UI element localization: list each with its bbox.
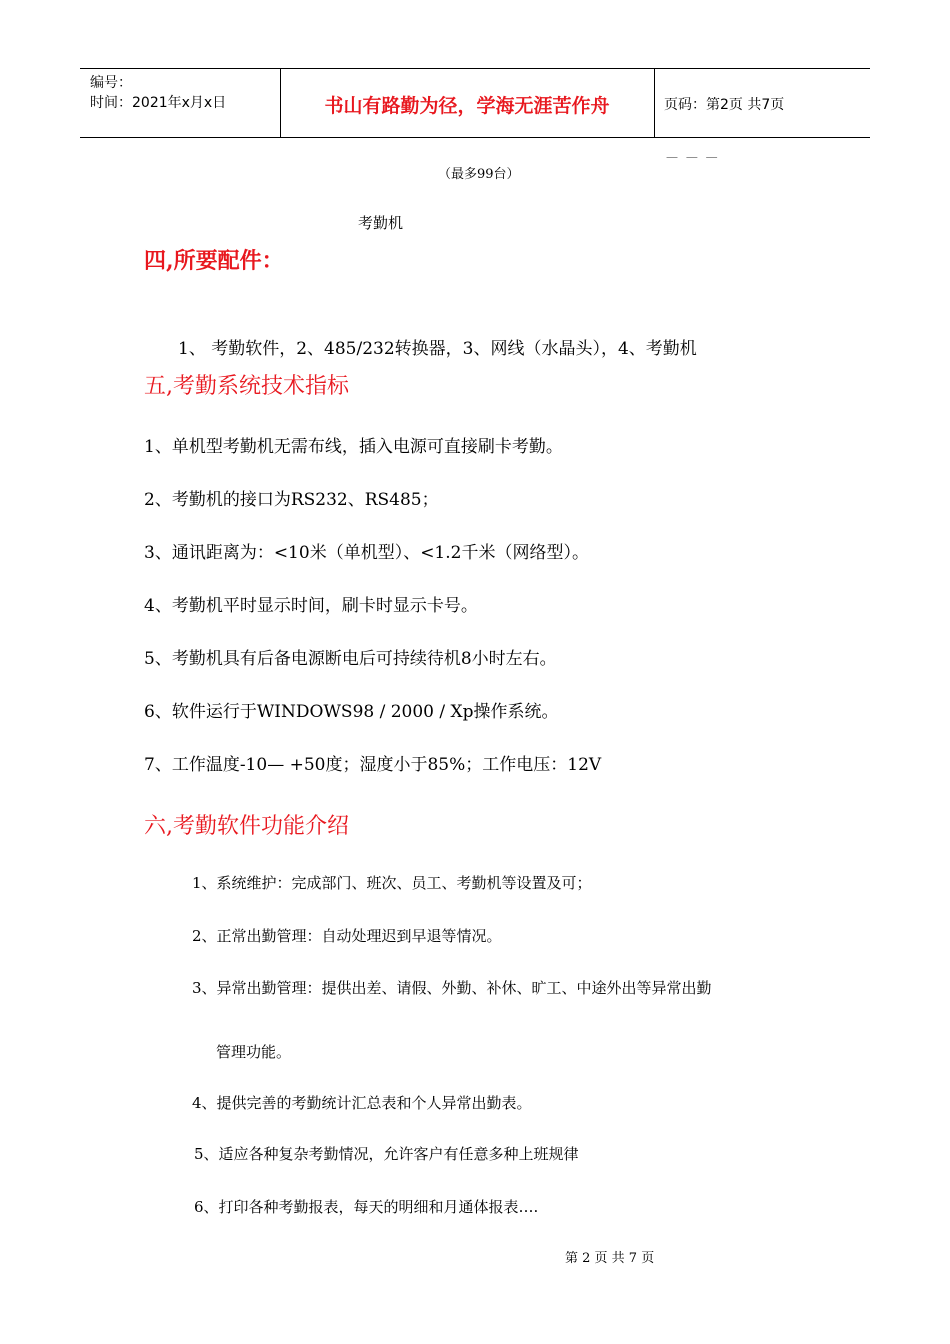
spec-item: 5、考勤机具有后备电源断电后可持续待机8小时左右。 [144,649,557,669]
feature-item: 4、提供完善的考勤统计汇总表和个人异常出勤表。 [192,1094,532,1112]
caption-device: 考勤机 [358,214,404,232]
feature-item: 3、异常出勤管理：提供出差、请假、外勤、补休、旷工、中途外出等异常出勤 [192,979,712,997]
spec-item: 3、通讯距离为：<10米（单机型）、<1.2千米（网络型）。 [144,543,589,563]
section6-heading: 六,考勤软件功能介绍 [144,814,349,839]
spec-item: 7、工作温度-10— +50度；湿度小于85%；工作电压：12V [144,755,602,775]
spec-item: 2、考勤机的接口为RS232、RS485； [144,490,439,510]
section4-accessories: 1、 考勤软件，2、485/232转换器，3、网线（水晶头），4、考勤机 [178,339,697,359]
spec-item: 4、考勤机平时显示时间，刷卡时显示卡号。 [144,596,478,616]
spec-item: 6、软件运行于WINDOWS98 / 2000 / Xp操作系统。 [144,702,559,722]
feature-item-continuation: 管理功能。 [216,1043,292,1061]
header-motto: 书山有路勤为径，学海无涯苦作舟 [324,95,610,117]
header-meta [90,73,226,113]
header-divider [654,69,655,137]
header-page-info: 页码：第2页 共7页 [664,97,785,113]
section5-heading: 五,考勤系统技术指标 [144,374,349,399]
decorative-dashes: — — — [666,150,720,164]
time-label: 时间：2021年x月x日 [90,95,227,111]
feature-item: 2、正常出勤管理：自动处理迟到早退等情况。 [192,927,502,945]
number-label: 编号： [90,75,132,91]
spec-item: 1、单机型考勤机无需布线，插入电源可直接刷卡考勤。 [144,437,563,457]
caption-max-count: （最多99台） [438,167,520,182]
section4-heading: 四,所要配件： [144,248,284,274]
page-header [80,68,870,138]
page-footer: 第 2 页 共 7 页 [565,1251,655,1266]
feature-item: 1、系统维护：完成部门、班次、员工、考勤机等设置及可； [192,874,592,892]
feature-item: 6、打印各种考勤报表，每天的明细和月通体报表…. [194,1198,539,1216]
feature-item: 5、适应各种复杂考勤情况，允许客户有任意多种上班规律 [194,1145,579,1163]
